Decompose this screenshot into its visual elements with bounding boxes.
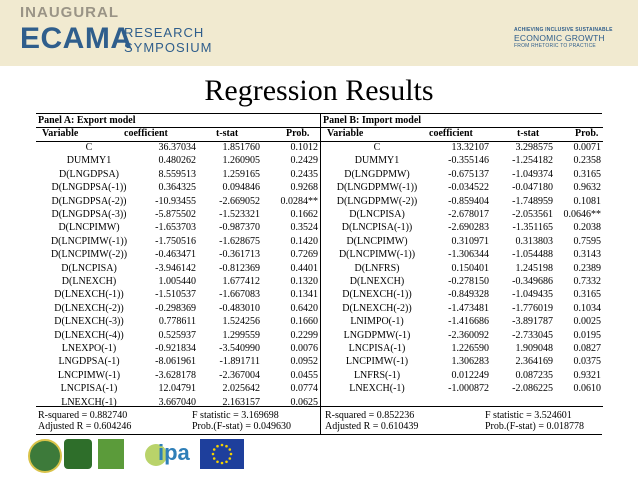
prob-cell: 0.3524 <box>290 222 318 234</box>
coefficient-cell: -0.034522 <box>448 182 489 194</box>
t-stat-cell: -1.054488 <box>512 249 553 261</box>
coefficient-cell: 0.364325 <box>158 182 196 194</box>
prob-cell: 0.0646** <box>563 209 601 220</box>
coefficient-cell: -0.278150 <box>448 276 489 287</box>
table-row <box>36 209 320 223</box>
coefficient-cell: -1.653703 <box>155 222 196 234</box>
table-row <box>36 263 320 277</box>
coefficient-cell: 13.32107 <box>451 142 489 153</box>
variable-cell: D(LNCPIMW(-1)) <box>338 249 416 261</box>
table-row <box>36 155 320 169</box>
variable-cell: D(LNCPIMW) <box>346 235 408 247</box>
table-row <box>321 222 603 236</box>
t-stat-cell: -0.483010 <box>219 302 260 314</box>
prob-cell: 0.0455 <box>290 369 318 381</box>
variable-cell: D(LNCPIMW) <box>58 222 120 234</box>
table-row <box>321 263 603 277</box>
table-row <box>36 370 320 384</box>
coefficient-cell: -1.000872 <box>448 383 489 395</box>
prob-cell: 0.9268 <box>290 182 318 194</box>
logo-inaugural-text: INAUGURAL <box>20 4 119 21</box>
t-stat-cell: -1.351165 <box>512 222 553 234</box>
table-row <box>36 303 320 317</box>
prob-cell: 0.0827 <box>573 343 601 354</box>
coefficient-cell: 0.150401 <box>451 262 489 274</box>
t-stat-cell: 1.909048 <box>515 343 553 354</box>
coefficient-cell: -1.473481 <box>448 302 489 314</box>
panel-b-fit-statistics <box>321 406 603 434</box>
table-row <box>321 169 603 183</box>
t-stat-cell: -1.049374 <box>512 168 553 180</box>
t-stat-cell: 2.025642 <box>222 383 260 395</box>
t-stat-cell: 1.259165 <box>222 168 260 180</box>
header-prob: Prob. <box>575 128 599 139</box>
t-stat-cell: -2.733045 <box>512 329 553 341</box>
variable-cell: LNCPISA(-1) <box>348 343 406 354</box>
prob-cell: 0.7332 <box>573 276 601 287</box>
prob-cell: 0.0774 <box>290 383 318 395</box>
coefficient-cell: -3.946142 <box>155 262 196 274</box>
variable-cell: LNEXCH(-1) <box>349 383 405 395</box>
panel-a-export-model <box>36 114 320 434</box>
header-t-stat: t-stat <box>216 128 239 139</box>
variable-cell: LNCPIMW(-1) <box>57 369 121 381</box>
prob-cell: 0.0025 <box>573 316 601 328</box>
panel-b-import-model <box>320 114 603 434</box>
t-stat-cell: -1.254182 <box>512 155 553 167</box>
coefficient-cell: 36.37034 <box>158 142 196 153</box>
table-row <box>36 330 320 344</box>
variable-cell: D(LNCPIMW(-2)) <box>50 249 128 261</box>
panel-b-title: Panel B: Import model <box>323 115 422 126</box>
table-row <box>36 222 320 236</box>
t-stat-cell: -2.053561 <box>512 209 553 220</box>
header-variable: Variable <box>327 128 364 139</box>
coefficient-cell: -0.298369 <box>155 302 196 314</box>
t-stat-cell: -1.667083 <box>219 289 260 301</box>
table-row <box>321 182 603 196</box>
coefficient-cell: -10.93455 <box>155 195 196 207</box>
variable-cell: D(LNGDPSA(-2)) <box>51 195 127 207</box>
variable-cell: C <box>85 142 93 153</box>
t-stat-cell: -0.361713 <box>219 249 260 261</box>
symposium-tagline <box>514 27 634 49</box>
table-row <box>36 397 320 411</box>
table-row <box>36 169 320 183</box>
eu-flag-logo <box>200 439 244 469</box>
panel-b-header-row <box>321 127 603 142</box>
t-stat-cell: 3.298575 <box>515 142 553 153</box>
prob-cell: 0.7269 <box>290 249 318 261</box>
table-row <box>36 182 320 196</box>
header-variable: Variable <box>42 128 79 139</box>
f-statistic: F statistic = 3.524601 <box>485 410 572 421</box>
table-row <box>36 249 320 263</box>
t-stat-cell: -3.891787 <box>512 316 553 328</box>
prob-cell: 0.7595 <box>573 235 601 247</box>
variable-cell: D(LNGDPSA(-1)) <box>51 182 127 194</box>
header-banner <box>0 0 638 66</box>
table-row <box>321 276 603 290</box>
variable-cell: D(LNEXCH(-1)) <box>342 289 412 301</box>
prob-cell: 0.3165 <box>573 289 601 301</box>
coefficient-cell: -0.675137 <box>448 168 489 180</box>
variable-cell: C <box>373 142 381 153</box>
prob-cell: 0.4401 <box>290 262 318 274</box>
t-stat-cell: 1.524256 <box>222 316 260 328</box>
table-row <box>36 276 320 290</box>
coefficient-cell: -2.690283 <box>448 222 489 234</box>
prob-cell: 0.1662 <box>290 209 318 220</box>
coefficient-cell: -0.355146 <box>448 155 489 167</box>
prob-cell: 0.1660 <box>290 316 318 328</box>
t-stat-cell: 0.313803 <box>515 235 553 247</box>
t-stat-cell: -0.987370 <box>219 222 260 234</box>
coefficient-cell: 3.667040 <box>158 396 196 408</box>
prob-cell: 0.1081 <box>573 195 601 207</box>
variable-cell: D(LNGDPMW(-1)) <box>336 182 418 194</box>
table-row <box>36 142 320 156</box>
coefficient-cell: 8.559513 <box>158 168 196 180</box>
t-stat-cell: 2.364169 <box>515 356 553 368</box>
t-stat-cell: -1.523321 <box>219 209 260 220</box>
t-stat-cell: -1.891711 <box>219 356 260 368</box>
variable-cell: LNCPIMW(-1) <box>345 356 409 368</box>
prob-cell: 0.1420 <box>290 235 318 247</box>
table-row <box>321 209 603 223</box>
variable-cell: D(LNEXCH(-4)) <box>54 329 124 341</box>
ifpri-logo <box>98 439 124 469</box>
coefficient-cell: -1.510537 <box>155 289 196 301</box>
variable-cell: D(LNEXCH) <box>61 276 117 287</box>
header-t-stat: t-stat <box>517 128 540 139</box>
variable-cell: D(LNCPIMW(-1)) <box>50 235 128 247</box>
prob-cell: 0.0375 <box>573 356 601 368</box>
table-row <box>36 236 320 250</box>
table-row <box>321 236 603 250</box>
table-row <box>321 343 603 357</box>
table-row <box>36 383 320 397</box>
slide-title: Regression Results <box>204 74 434 107</box>
coefficient-cell: 0.525937 <box>158 329 196 341</box>
prob-cell: 0.3165 <box>573 168 601 180</box>
variable-cell: D(LNCPISA) <box>61 262 117 274</box>
t-stat-cell: 1.677412 <box>222 276 260 287</box>
coefficient-cell: 1.226590 <box>451 343 489 354</box>
prob-cell: 0.1012 <box>290 142 318 153</box>
coefficient-cell: -0.463471 <box>155 249 196 261</box>
coefficient-cell: -0.921834 <box>155 343 196 354</box>
prob-cell: 0.0076 <box>290 343 318 354</box>
t-stat-cell: -3.540990 <box>219 343 260 354</box>
prob-cell: 0.0610 <box>573 383 601 395</box>
prob-cell: 0.1341 <box>290 289 318 301</box>
coefficient-cell: 1.005440 <box>158 276 196 287</box>
prob-cell: 0.3143 <box>573 249 601 261</box>
table-row <box>36 289 320 303</box>
table-row <box>36 196 320 210</box>
prob-cell: 0.2299 <box>290 329 318 341</box>
variable-cell: LNGDPMW(-1) <box>343 329 411 341</box>
regression-tables <box>36 113 602 435</box>
coefficient-cell: 0.310971 <box>451 235 489 247</box>
variable-cell: D(LNGDPSA) <box>59 168 119 180</box>
t-stat-cell: -2.086225 <box>512 383 553 395</box>
variable-cell: LNGDPSA(-1) <box>58 356 120 368</box>
coefficient-cell: -3.628178 <box>155 369 196 381</box>
coefficient-cell: -8.061961 <box>155 356 196 368</box>
ministry-logo <box>64 439 92 469</box>
coefficient-cell: 0.012249 <box>451 369 489 381</box>
variable-cell: D(LNFRS) <box>354 262 400 274</box>
coefficient-cell: 12.04791 <box>158 383 196 395</box>
prob-cell: 0.2435 <box>290 168 318 180</box>
t-stat-cell: -0.047180 <box>512 182 553 194</box>
variable-cell: DUMMY1 <box>354 155 400 167</box>
panel-a-title: Panel A: Export model <box>38 115 136 126</box>
coefficient-cell: -2.360092 <box>448 329 489 341</box>
coefficient-cell: -0.859404 <box>448 195 489 207</box>
variable-cell: D(LNEXCH) <box>349 276 405 287</box>
table-row <box>321 249 603 263</box>
variable-cell: DUMMY1 <box>66 155 112 167</box>
prob-cell: 0.2429 <box>290 155 318 167</box>
prob-cell: 0.0284** <box>280 195 318 207</box>
variable-cell: D(LNEXCH(-1)) <box>54 289 124 301</box>
tagline-line-1: ACHIEVING INCLUSIVE SUSTAINABLE <box>514 27 613 33</box>
variable-cell: LNEXCH(-1) <box>61 396 117 408</box>
coefficient-cell: -2.678017 <box>448 209 489 220</box>
t-stat-cell: -2.367004 <box>219 369 260 381</box>
prob-cell: 0.2358 <box>573 155 601 167</box>
f-statistic: F statistic = 3.169698 <box>192 410 279 421</box>
ecama-logo <box>20 4 230 62</box>
prob-cell: 0.1320 <box>290 276 318 287</box>
variable-cell: D(LNGDPMW) <box>344 168 410 180</box>
t-stat-cell: -1.748959 <box>512 195 553 207</box>
prob-cell: 0.2038 <box>573 222 601 234</box>
t-stat-cell: -0.812369 <box>219 262 260 274</box>
prob-cell: 0.9632 <box>573 182 601 194</box>
eu-stars-icon <box>200 439 244 469</box>
variable-cell: LNIMPO(-1) <box>350 316 404 328</box>
t-stat-cell: 1.851760 <box>222 142 260 153</box>
panel-a-header-row <box>36 127 320 142</box>
variable-cell: D(LNGDPSA(-3)) <box>51 209 127 220</box>
table-row <box>321 289 603 303</box>
header-coefficient: coefficient <box>124 128 168 139</box>
t-stat-cell: -2.669052 <box>219 195 260 207</box>
coefficient-cell: -5.875502 <box>155 209 196 220</box>
table-row <box>36 356 320 370</box>
t-stat-cell: 1.245198 <box>515 262 553 274</box>
prob-cell: 0.9321 <box>573 369 601 381</box>
table-row <box>321 142 603 156</box>
table-row <box>321 316 603 330</box>
variable-cell: D(LNEXCH(-3)) <box>54 316 124 328</box>
t-stat-cell: -1.776019 <box>512 302 553 314</box>
header-coefficient: coefficient <box>429 128 473 139</box>
variable-cell: D(LNEXCH(-2)) <box>54 302 124 314</box>
adjusted-r-squared: Adjusted R = 0.610439 <box>325 421 419 432</box>
table-row <box>36 343 320 357</box>
tagline-line-2: ECONOMIC GROWTH <box>514 33 605 43</box>
t-stat-cell: -1.049435 <box>512 289 553 301</box>
ipa-logo-text: ipa <box>158 440 190 465</box>
prob-cell: 0.0625 <box>290 396 318 408</box>
prob-cell: 0.2389 <box>573 262 601 274</box>
variable-cell: LNCPISA(-1) <box>60 383 118 395</box>
t-stat-cell: 1.260905 <box>222 155 260 167</box>
tagline-line-3: FROM RHETORIC TO PRACTICE <box>514 43 596 49</box>
r-squared: R-squared = 0.882740 <box>38 410 128 421</box>
partner-logos <box>0 436 638 479</box>
t-stat-cell: -0.349686 <box>512 276 553 287</box>
table-row <box>321 196 603 210</box>
variable-cell: LNEXPO(-1) <box>61 343 117 354</box>
prob-f-stat: Prob.(F-stat) = 0.049630 <box>192 421 291 432</box>
logo-ecama-text: ECAMA <box>20 22 133 55</box>
t-stat-cell: 0.094846 <box>222 182 260 194</box>
prob-cell: 0.0071 <box>573 142 601 153</box>
coefficient-cell: -0.849328 <box>448 289 489 301</box>
malawi-seal-logo <box>28 439 62 473</box>
variable-cell: D(LNCPISA) <box>349 209 405 220</box>
t-stat-cell: 1.299559 <box>222 329 260 341</box>
prob-cell: 0.1034 <box>573 302 601 314</box>
prob-cell: 0.6420 <box>290 302 318 314</box>
variable-cell: D(LNEXCH(-2)) <box>342 302 412 314</box>
table-row <box>36 316 320 330</box>
variable-cell: D(LNGDPMW(-2)) <box>336 195 418 207</box>
t-stat-cell: 0.087235 <box>515 369 553 381</box>
t-stat-cell: 2.163157 <box>222 396 260 408</box>
coefficient-cell: -1.750516 <box>155 235 196 247</box>
coefficient-cell: 0.778611 <box>158 316 196 328</box>
t-stat-cell: -1.628675 <box>219 235 260 247</box>
coefficient-cell: 1.306283 <box>451 356 489 368</box>
coefficient-cell: -1.306344 <box>448 249 489 261</box>
logo-symposium-text: SYMPOSIUM <box>124 40 213 55</box>
coefficient-cell: 0.480262 <box>158 155 196 167</box>
prob-f-stat: Prob.(F-stat) = 0.018778 <box>485 421 584 432</box>
variable-cell: LNFRS(-1) <box>353 369 401 381</box>
variable-cell: D(LNCPISA(-1)) <box>341 222 413 234</box>
table-row <box>321 330 603 344</box>
prob-cell: 0.0952 <box>290 356 318 368</box>
header-prob: Prob. <box>286 128 310 139</box>
table-row <box>321 155 603 169</box>
table-row <box>321 370 603 384</box>
table-row <box>321 356 603 370</box>
logo-research-text: RESEARCH <box>124 25 205 40</box>
prob-cell: 0.0195 <box>573 329 601 341</box>
table-row <box>321 383 603 397</box>
adjusted-r-squared: Adjusted R = 0.604246 <box>38 421 132 432</box>
table-row <box>321 303 603 317</box>
coefficient-cell: -1.416686 <box>448 316 489 328</box>
r-squared: R-squared = 0.852236 <box>325 410 415 421</box>
